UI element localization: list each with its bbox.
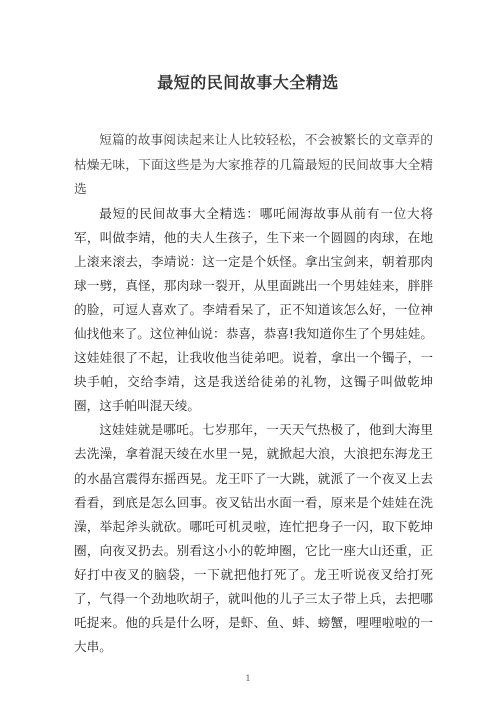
document-title: 最短的民间故事大全精选 — [157, 73, 339, 92]
paragraph-story-part-2: 这娃娃就是哪吒。七岁那年，一天天气热极了，他到大海里去洗澡，拿着混天绫在水里一晃，就掀起大浪，大浪把东海龙王的水晶宫震得东摇西晃。龙王吓了一大跳，就派了一个夜叉上去看看，到底是怎么回事。夜叉钻出水面一看，原来是个娃娃在洗澡，举起斧头就砍。哪吒可机灵啦，连忙把身子一闪，取下乾坤圈，向夜叉扔去。别看这小小的乾坤圈，它比一座大山还重，正好打中夜叉的脑袋，一下就把他打死了。龙王听说夜叉给打死了，气得一个劲地吹胡子，就叫他的儿子三太子带上兵，去把哪吒捉来。他的兵是什么呀，是虾、鱼、蚌、螃蟹，哩哩啦啦的一大串。 — [74, 422, 433, 655]
paragraph-story-part-1: 最短的民间故事大全精选：哪吒闹海故事从前有一位大将军，叫做李靖，他的夫人生孩子，生下来一个圆圆的肉球，在地上滚来滚去，李靖说：这一定是个妖怪。拿出宝剑来，朝着那肉球一劈，真怪，那肉球一裂开，从里面跳出一个男娃娃来，胖胖的脸，可逗人喜欢了。李靖看呆了，正不知道该怎么好，一位神仙找他来了。这位神仙说：恭喜，恭喜!我知道你生了个男娃娃。这娃娃很了不起，让我收他当徒弟吧。说着，拿出一个镯子，一块手帕，交给李靖，这是我送给徒弟的礼物，这镯子叫做乾坤圈，这手帕叫混天绫。 — [74, 205, 433, 414]
paragraph-intro: 短篇的故事阅读起来让人比较轻松，不会被繁长的文章弄的枯燥无味，下面这些是为大家推荐的几篇最短的民间故事大全精选 — [74, 132, 433, 196]
page-number: 1 — [245, 674, 251, 683]
document-body — [74, 128, 433, 659]
